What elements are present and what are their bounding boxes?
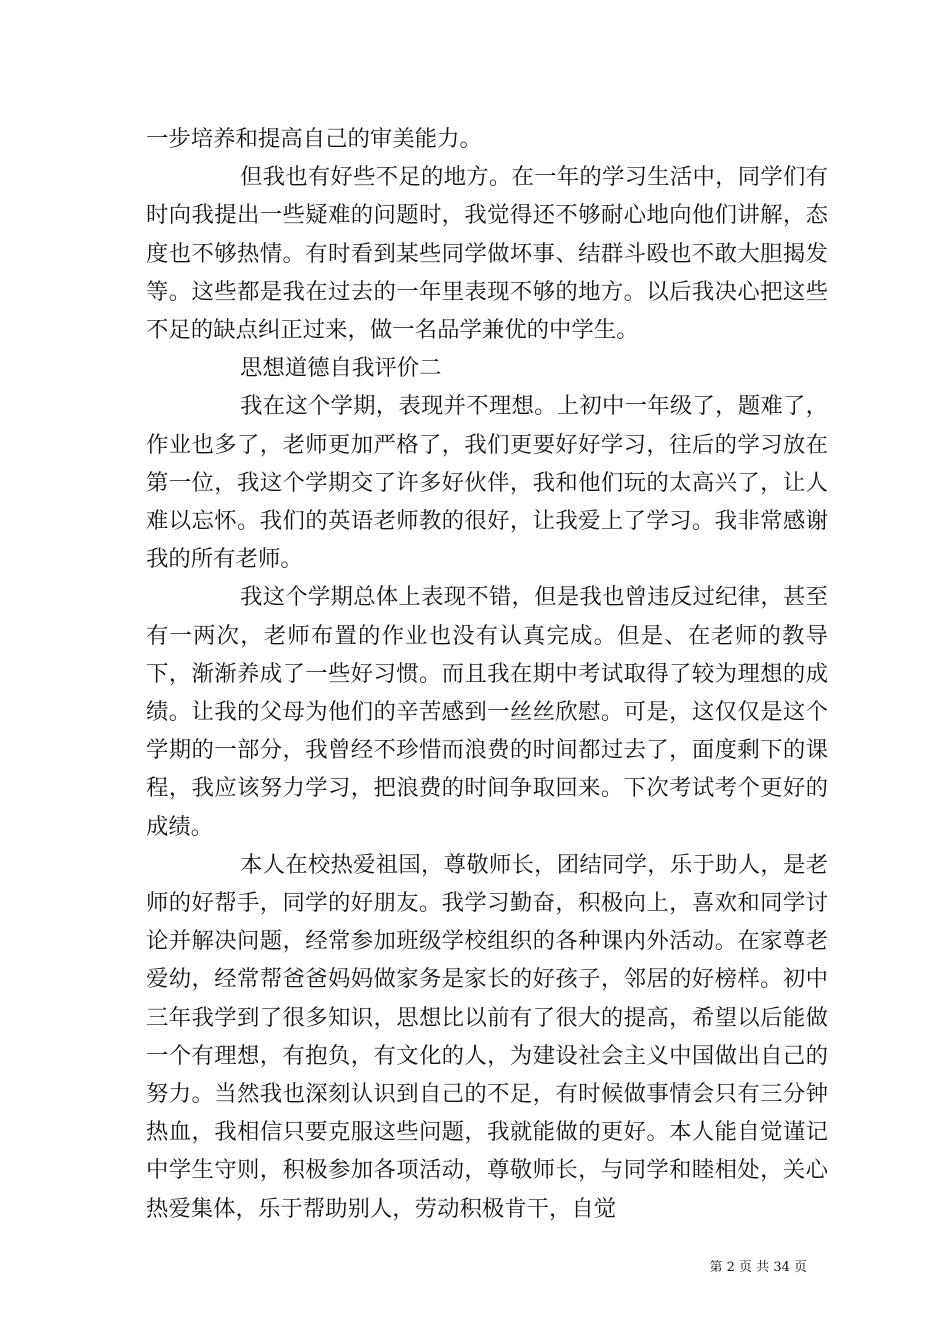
paragraph-shortcomings: 但我也有好些不足的地方。在一年的学习生活中，同学们有时向我提出一些疑难的问题时，我觉得还不够耐心地向他们讲解，态度也不够热情。有时看到某些同学做坏事、结群斗殴也不敢大胆揭发等。这些都是我在过去的一年里表现不够的地方。以后我决心把这些不足的缺点纠正过来，做一名品学兼优的中学生。 [146, 164, 828, 344]
document-body [146, 120, 828, 1228]
paragraph-semester-performance: 我在这个学期，表现并不理想。上初中一年级了，题难了，作业也多了，老师更加严格了，我们更要好好学习，往后的学习放在第一位，我这个学期交了许多好伙伴，我和他们玩的太高兴了，让人难以忘怀。我们的英语老师教的很好，让我爱上了学习。我非常感谢我的所有老师。 [146, 393, 828, 573]
paragraph-semester-summary: 我这个学期总体上表现不错，但是我也曾违反过纪律，甚至有一两次，老师布置的作业也没有认真完成。但是、在老师的教导下，渐渐养成了一些好习惯。而且我在期中考试取得了较为理想的成绩。让我的父母为他们的辛苦感到一丝丝欣慰。可是，这仅仅是这个学期的一部分，我曾经不珍惜而浪费的时间都过去了，面度剩下的课程，我应该努力学习，把浪费的时间争取回来。下次考试考个更好的成绩。 [146, 584, 828, 840]
section-heading: 思想道德自我评价二 [240, 355, 442, 382]
page-number-footer: 第 2 页 共 34 页 [709, 1260, 807, 1275]
paragraph-continuation: 一步培养和提高自己的审美能力。 [146, 126, 482, 152]
paragraph-self-evaluation: 本人在校热爱祖国，尊敬师长，团结同学，乐于助人，是老师的好帮手，同学的好朋友。我学习勤奋，积极向上，喜欢和同学讨论并解决问题，经常参加班级学校组织的各种课内外活动。在家尊老爱幼，经常帮爸爸妈妈做家务是家长的好孩子，邻居的好榜样。初中三年我学到了很多知识，思想比以前有了很大的提高，希望以后能做一个有理想，有抱负，有文化的人，为建设社会主义中国做出自己的努力。当然我也深刻认识到自己的不足，有时候做事情会只有三分钟热血，我相信只要克服这些问题，我就能做的更好。本人能自觉谨记中学生守则，积极参加各项活动，尊敬师长，与同学和睦相处，关心热爱集体，乐于帮助别人，劳动积极肯干，自觉 [146, 851, 828, 1222]
